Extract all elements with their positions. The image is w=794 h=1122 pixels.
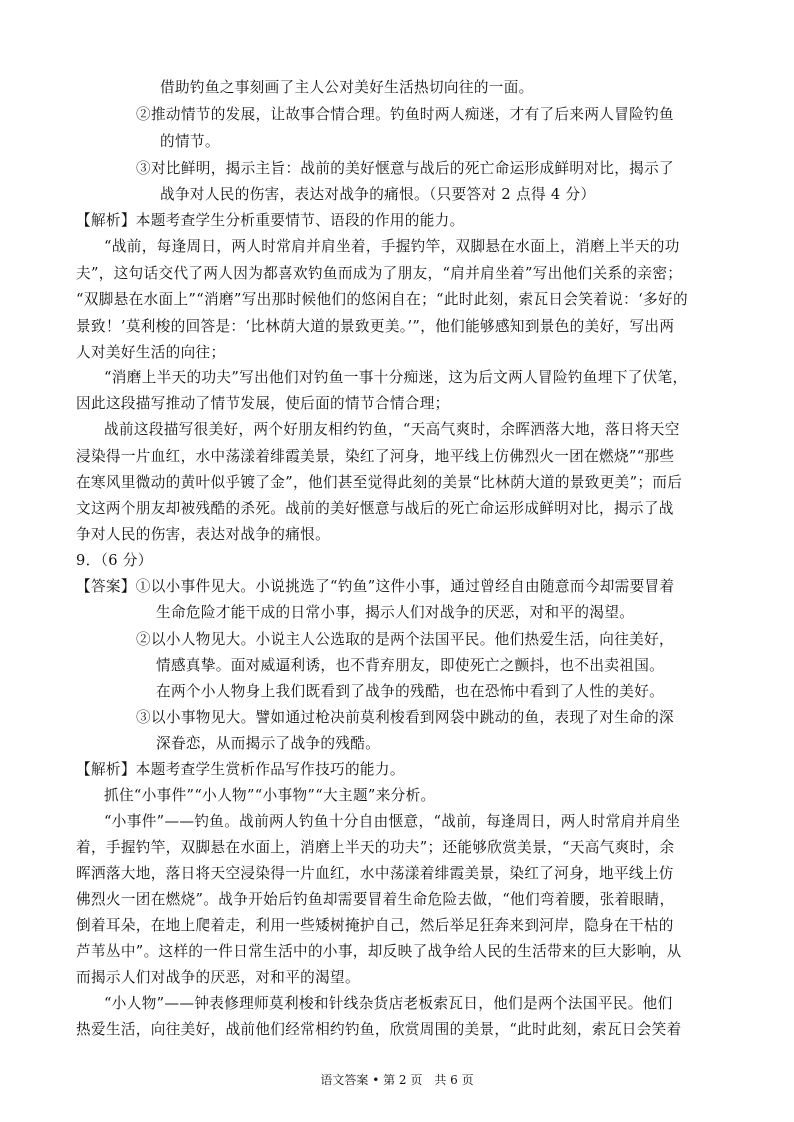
section-heading: 【解析】本题考查学生赏析作品写作技巧的能力。 [76, 761, 405, 778]
text-line: 而揭示人们对战争的厌恶，对和平的渴望。 [76, 969, 360, 986]
text-line: 因此这段描写推动了情节发展，使后面的情节合情合理； [76, 395, 450, 412]
text-line: “双脚悬在水面上”“消磨”写出那时候他们的悠闲自在；“此时此刻，索瓦日会笑着说：‘多好的 [76, 291, 688, 308]
section-heading: 【答案】①以小事件见大。小说挑选了“钓鱼”这件小事，通过曾经自由随意而今却需要冒着 [76, 578, 675, 595]
text-line: 战前这段描写很美好，两个好朋友相约钓鱼，“天高气爽时，余晖洒落大地，落日将天空 [104, 421, 680, 438]
text-line: 芦苇丛中”。这样的一件日常生活中的小事，却反映了战争给人民的生活带来的巨大影响，从 [76, 943, 682, 960]
text-line: ③以小事物见大。譬如通过枪决前莫利梭看到网袋中跳动的鱼，表现了对生命的深 [136, 709, 674, 726]
section-heading: 【解析】本题考查学生分析重要情节、语段的作用的能力。 [76, 212, 465, 229]
text-line: 文这两个朋友却被残酷的杀死。战前的美好惬意与战后的死亡命运形成鲜明对比，揭示了战 [76, 500, 674, 517]
text-line: 晖洒落大地，落日将天空浸染得一片血红，水中荡漾着绯霞美景，染红了河身，地平线上仿 [76, 865, 674, 882]
text-line: 夫”，这句话交代了两人因为都喜欢钓鱼而成为了朋友，“肩并肩坐着”写出他们关系的亲密； [76, 265, 683, 282]
text-line: 浸染得一片血红，水中荡漾着绯霞美景，染红了河身，地平线上仿佛烈火一团在燃烧”“那些 [76, 448, 675, 465]
text-line: 景致！’莫利梭的回答是：‘比林荫大道的景致更美。’”，他们能够感知到景色的美好，写出两 [76, 318, 675, 335]
text-line: “小人物”——钟表修理师莫利梭和针线杂货店老板索瓦日，他们是两个法国平民。他们 [104, 995, 673, 1012]
text-line: 着，手握钓竿，双脚悬在水面上，消磨上半天的功夫”；还能够欣赏美景，“天高气爽时，余 [76, 839, 675, 856]
text-line: 战争对人民的伤害，表达对战争的痛恨。（只要答对 2 点得 4 分） [160, 186, 596, 203]
text-line: ③对比鲜明，揭示主旨：战前的美好惬意与战后的死亡命运形成鲜明对比，揭示了 [136, 160, 674, 177]
text-line: 佛烈火一团在燃烧”。战争开始后钓鱼却需要冒着生命危险去做，“他们弯着腰，张着眼睛， [76, 891, 675, 908]
text-line: 借助钓鱼之事刻画了主人公对美好生活热切向往的一面。 [160, 79, 534, 96]
question-number: 9．（6 分） [76, 552, 153, 569]
text-line: 在两个小人物身上我们既看到了战争的残酷，也在恐怖中看到了人性的美好。 [156, 683, 665, 700]
text-line: 在寒风里微动的黄叶似乎镀了金”，他们甚至觉得此刻的美景“比林荫大道的景致更美”；而后 [76, 474, 683, 491]
text-line: 情感真挚。面对威逼利诱，也不背弃朋友，即使死亡之颤抖，也不出卖祖国。 [156, 657, 665, 674]
text-line: 抓住“小事件”“小人物”“小事物”“大主题”来分析。 [104, 787, 436, 804]
text-line: 生命危险才能干成的日常小事，揭示人们对战争的厌恶，对和平的渴望。 [156, 604, 635, 621]
text-line: ②以小人物见大。小说主人公选取的是两个法国平民。他们热爱生活，向往美好， [136, 631, 674, 648]
text-line: 热爱生活，向往美好，战前他们经常相约钓鱼，欣赏周围的美景，“此时此刻，索瓦日会笑着 [76, 1021, 682, 1038]
page-footer: 语文答案 • 第 2 页 共 6 页 [320, 1073, 474, 1087]
text-line: “小事件”——钓鱼。战前两人钓鱼十分自由惬意，“战前，每逢周日，两人时常肩并肩坐 [104, 813, 681, 830]
text-line: 人对美好生活的向往； [76, 344, 226, 361]
text-line: ②推动情节的发展，让故事合情合理。钓鱼时两人痴迷，才有了后来两人冒险钓鱼 [136, 106, 674, 123]
text-line: “消磨上半天的功夫”写出他们对钓鱼一事十分痴迷，这为后文两人冒险钓鱼埋下了伏笔， [104, 369, 688, 386]
text-line: 深眷恋，从而揭示了战争的残酷。 [156, 735, 381, 752]
text-line: 倒着耳朵，在地上爬着走，利用一些矮树掩护自己，然后举足狂奔来到河岸，隐身在干枯的 [76, 917, 674, 934]
text-line: “战前，每逢周日，两人时常肩并肩坐着，手握钓竿，双脚悬在水面上，消磨上半天的功 [104, 238, 680, 255]
text-line: 的情节。 [160, 133, 220, 150]
text-line: 争对人民的伤害，表达对战争的痛恨。 [76, 526, 331, 543]
